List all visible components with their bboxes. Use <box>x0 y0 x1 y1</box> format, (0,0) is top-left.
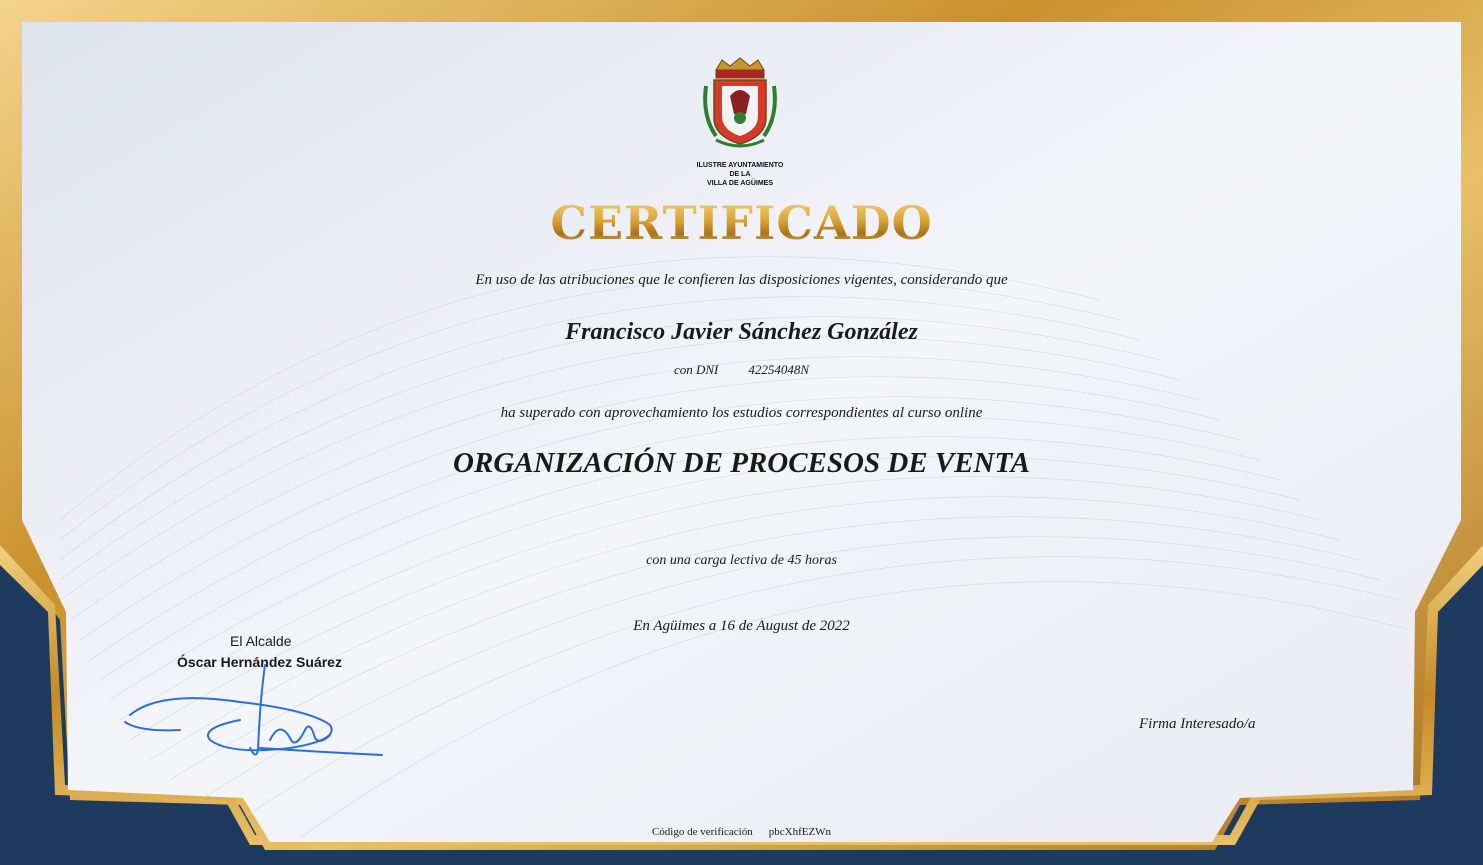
intro-text: En uso de las atribuciones que le confieren las disposiciones vigentes, considerando que <box>475 272 1008 288</box>
course-name: ORGANIZACIÓN DE PROCESOS DE VENTA <box>453 447 1030 479</box>
interested-signature-label: Firma Interesado/a <box>1139 716 1256 732</box>
verification-code: pbcXhfEZWn <box>768 826 832 838</box>
seal-line-1: ILUSTRE AYUNTAMIENTO <box>696 162 784 169</box>
recipient-name: Francisco Javier Sánchez González <box>565 319 918 345</box>
verification-label: Código de verificación <box>651 826 753 838</box>
mayor-signature-icon <box>120 660 400 770</box>
statement-text: ha superado con aprovechamiento los estudios correspondientes al curso online <box>500 405 983 421</box>
mayor-role: El Alcalde <box>230 633 292 649</box>
seal-line-2: DE LA <box>729 171 751 178</box>
certificate-title: CERTIFICADO <box>0 196 1483 250</box>
dni-line <box>0 362 1483 378</box>
coat-of-arms-icon <box>702 56 778 156</box>
seal-line-3: VILLA DE AGÜIMES <box>707 180 773 187</box>
dni-label: con DNI <box>673 362 719 377</box>
mayor-name: Óscar Hernández Suárez <box>177 654 342 670</box>
hours-text: con una carga lectiva de 45 horas <box>646 553 837 568</box>
place-date: En Agüimes a 16 de August de 2022 <box>633 618 850 634</box>
dni-value: 42254048N <box>748 362 810 377</box>
verification-line <box>0 826 1483 838</box>
